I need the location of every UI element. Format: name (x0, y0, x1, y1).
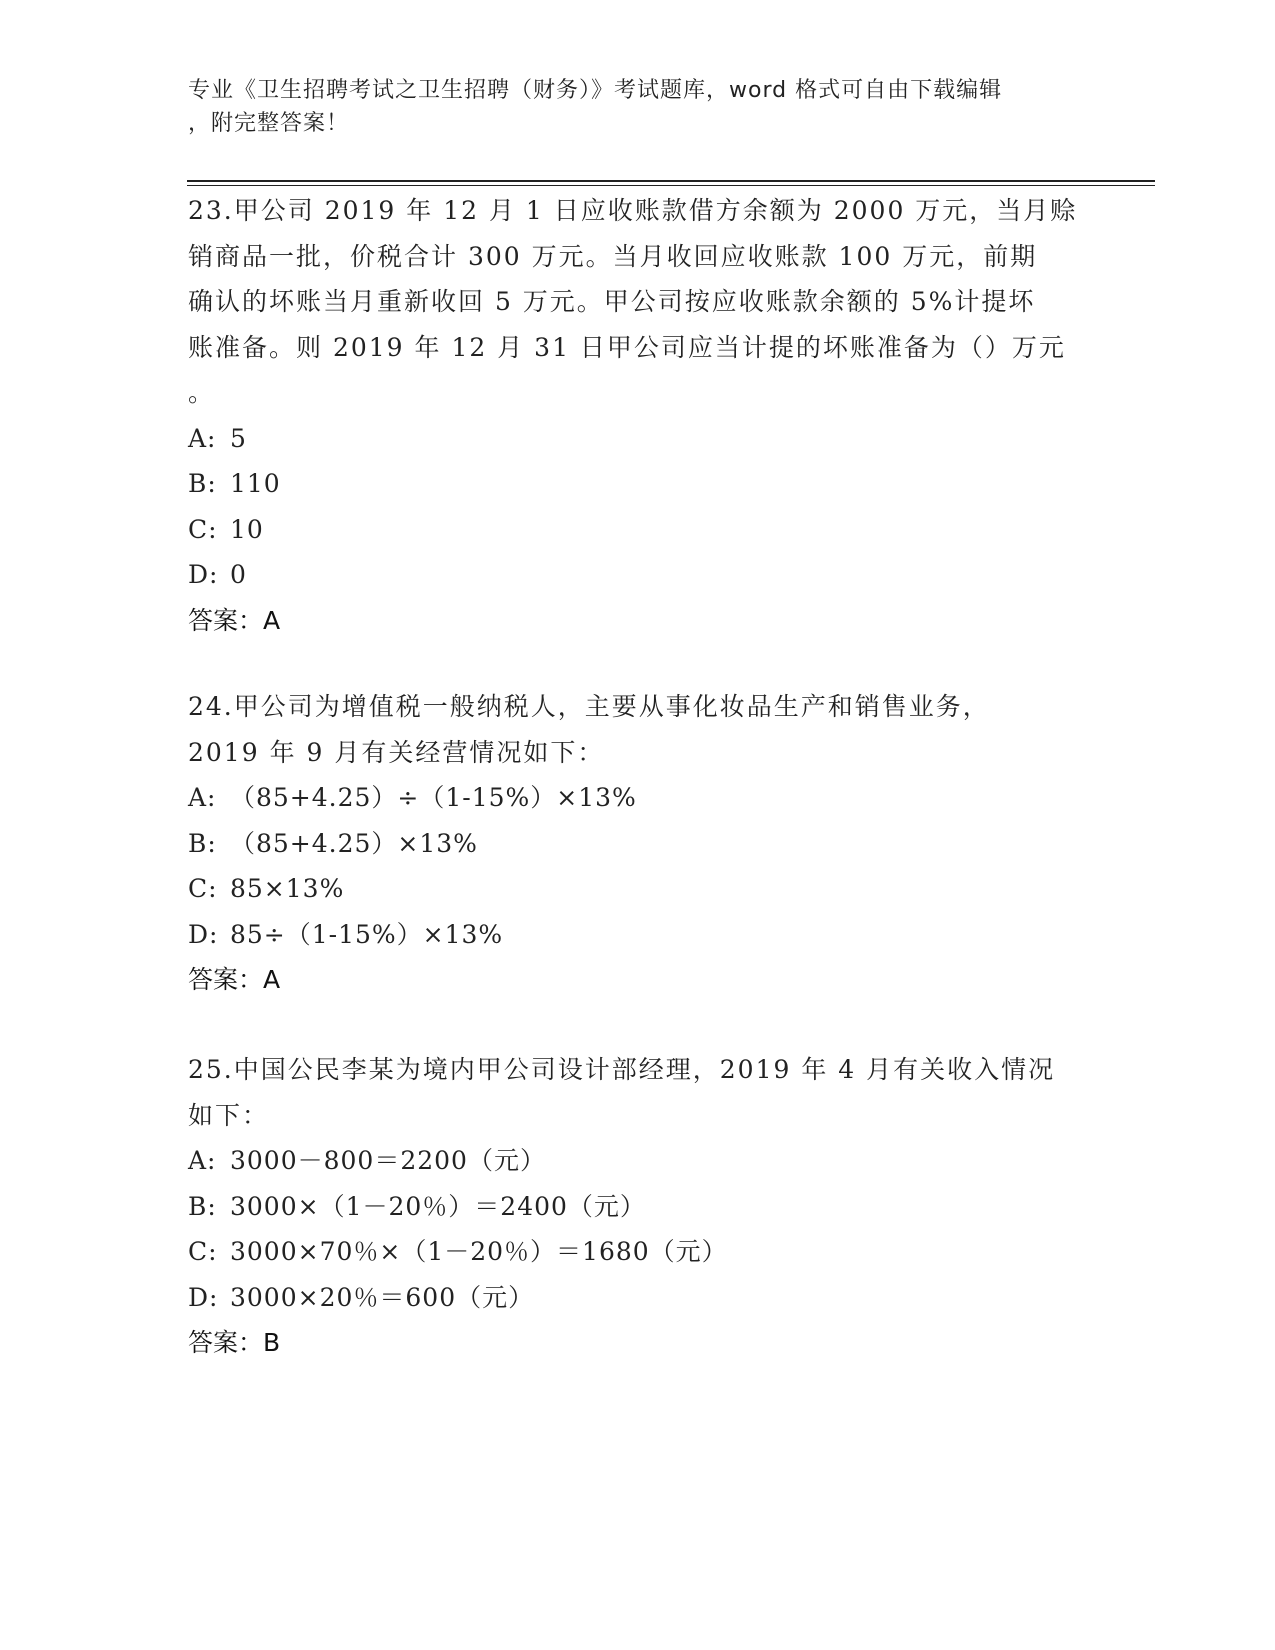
option-key: A: (188, 783, 217, 812)
option-b (188, 461, 1088, 507)
option-key: D: (188, 560, 219, 589)
option-text: （85+4.25）÷（1-15%）×13% (230, 783, 637, 812)
option-d (188, 1275, 1088, 1321)
question-stem-line: 25.中国公民李某为境内甲公司设计部经理，2019 年 4 月有关收入情况 (188, 1055, 1056, 1084)
option-a (188, 775, 1088, 821)
header-line-2: ，附完整答案！ (188, 111, 350, 136)
option-c (188, 507, 1088, 553)
header-divider-thick (187, 180, 1155, 182)
option-text: （85+4.25）×13% (230, 828, 478, 858)
option-key: A: (188, 423, 217, 453)
question-25 (188, 1047, 1088, 1366)
question-stem-line: 账准备。则 2019 年 12 月 31 日甲公司应当计提的坏账准备为（）万元 (188, 332, 1066, 362)
option-c (188, 866, 1088, 912)
answer-line: 答案：A (188, 965, 281, 994)
question-stem-line: 如下： (188, 1100, 270, 1130)
option-text: 110 (230, 469, 281, 498)
option-text: 5 (230, 423, 247, 453)
answer-line: 答案：B (188, 1328, 281, 1357)
option-b (188, 1184, 1088, 1230)
option-key: C: (188, 1237, 218, 1266)
option-a (188, 1138, 1088, 1184)
question-stem-line: 2019 年 9 月有关经营情况如下： (188, 737, 605, 767)
question-24 (188, 684, 1088, 1003)
option-key: B: (188, 828, 217, 858)
option-key: B: (188, 1191, 217, 1221)
option-key: C: (188, 514, 218, 544)
header-line-1: 专业《卫生招聘考试之卫生招聘（财务）》考试题库，word 格式可自由下载编辑 (188, 78, 1003, 103)
option-text: 0 (230, 560, 247, 589)
option-key: B: (188, 469, 217, 498)
option-a (188, 416, 1088, 462)
question-stem-line: 销商品一批，价税合计 300 万元。当月收回应收账款 100 万元，前期 (188, 241, 1038, 271)
option-text: 3000－800＝2200（元） (230, 1146, 546, 1175)
header-divider-thin (187, 185, 1155, 186)
option-key: D: (188, 1282, 219, 1312)
option-key: A: (188, 1146, 217, 1175)
question-stem-line: 23.甲公司 2019 年 12 月 1 日应收账款借方余额为 2000 万元，当月赊 (188, 196, 1078, 225)
option-key: D: (188, 919, 219, 949)
option-key: C: (188, 874, 218, 903)
question-stem-line: 24.甲公司为增值税一般纳税人，主要从事化妆品生产和销售业务， (188, 692, 990, 721)
option-text: 85÷（1-15%）×13% (230, 919, 504, 949)
question-stem-line: 。 (188, 378, 216, 407)
option-b (188, 821, 1088, 867)
option-text: 3000×20％＝600（元） (230, 1282, 535, 1312)
option-c (188, 1229, 1088, 1275)
option-text: 85×13% (230, 874, 345, 903)
question-23 (188, 188, 1088, 643)
option-d (188, 912, 1088, 958)
option-text: 3000×（1－20％）＝2400（元） (230, 1191, 646, 1221)
document-header (188, 74, 1088, 140)
option-text: 3000×70％×（1－20％）＝1680（元） (230, 1237, 728, 1266)
option-d (188, 552, 1088, 598)
option-text: 10 (230, 514, 264, 544)
question-stem-line: 确认的坏账当月重新收回 5 万元。甲公司按应收账款余额的 5%计提坏 (188, 287, 1036, 316)
answer-line: 答案：A (188, 605, 281, 635)
